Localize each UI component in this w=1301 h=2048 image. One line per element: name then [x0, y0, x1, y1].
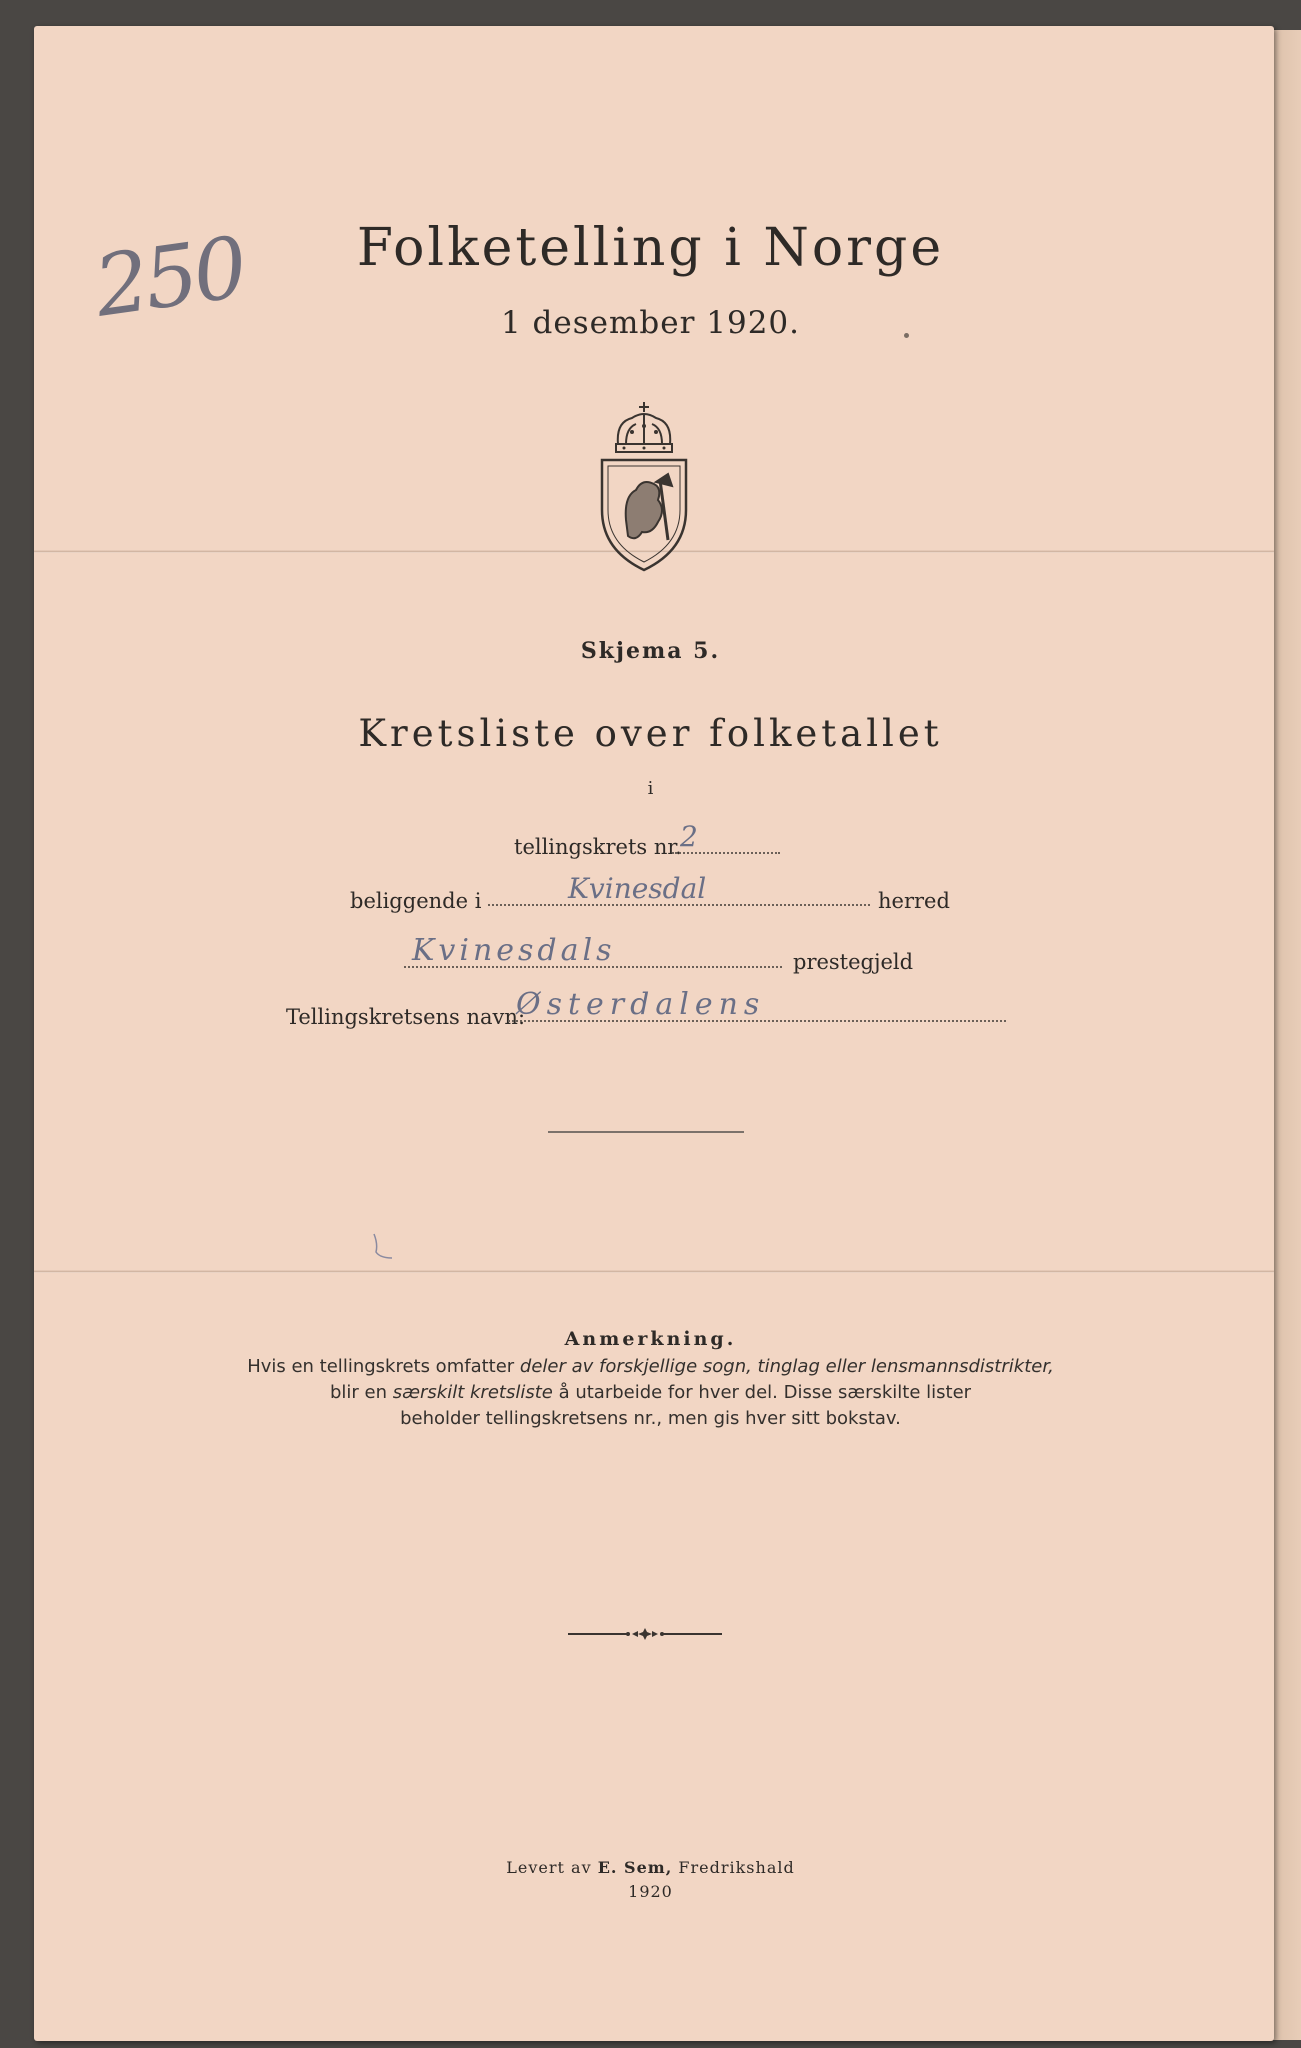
note-title: Anmerkning. [564, 1328, 737, 1350]
printer-city: Fredrikshald [672, 1858, 795, 1877]
document-title: Folketelling i Norge [356, 218, 945, 278]
prestegjeld-name-field: Kvinesdals [404, 936, 782, 968]
herred-name-field: Kvinesdal [488, 874, 870, 906]
connector-text: i [647, 778, 654, 799]
note-text: Hvis en tellingskrets omfatter [247, 1356, 520, 1377]
document-date: 1 desember 1920. [500, 305, 801, 341]
herred-label: herred [878, 889, 950, 913]
form-heading: Kretsliste over folketallet [358, 712, 943, 755]
note-emphasis: særskilt kretsliste [392, 1382, 553, 1403]
norwegian-coat-of-arms-icon [596, 400, 692, 572]
handwritten-page-number: 250 [88, 218, 250, 336]
fold-line [34, 1270, 1274, 1273]
note-emphasis: deler av forskjellige sogn, tinglag eller lensmannsdistrikter, [519, 1356, 1054, 1377]
ink-speck [904, 333, 909, 338]
printer-year: 1920 [628, 1882, 673, 1901]
note-line-1 [0, 1356, 1301, 1377]
krets-name-label: Tellingskretsens navn: [286, 1005, 526, 1029]
divider-rule [548, 1131, 744, 1133]
printer-credit [0, 1858, 1301, 1877]
beliggende-label: beliggende i [350, 889, 482, 913]
tellingskrets-label: tellingskrets nr. [514, 835, 682, 859]
note-line-3: beholder tellingskretsens nr., men gis hver sitt bokstav. [400, 1408, 901, 1429]
printer-prefix: Levert av [506, 1858, 598, 1877]
tellingskrets-number-field: 2 [672, 822, 780, 854]
krets-name-field: Østerdalens [508, 990, 1006, 1022]
note-text: blir en [329, 1382, 393, 1403]
pen-mark-icon [370, 1232, 400, 1262]
ornament-divider-icon [568, 1628, 722, 1640]
prestegjeld-label: prestegjeld [793, 950, 914, 974]
printer-name: E. Sem, [597, 1858, 673, 1877]
note-line-2 [0, 1382, 1301, 1403]
schema-label: Skjema 5. [580, 638, 721, 664]
note-text: å utarbeide for hver del. Disse særskilte lister [552, 1382, 972, 1403]
